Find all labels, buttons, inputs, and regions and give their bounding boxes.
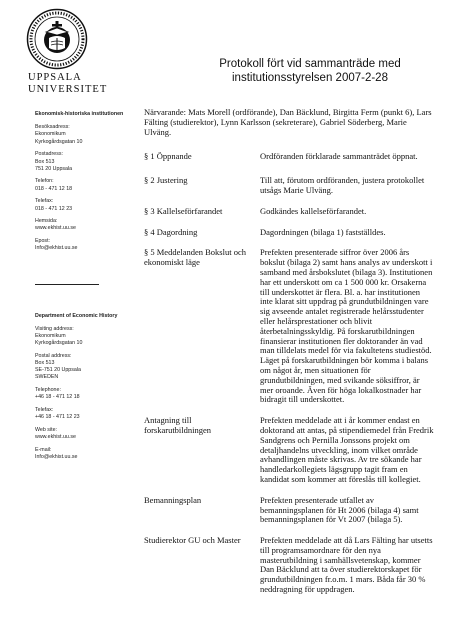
post-line: SE-751 20 Uppsala bbox=[35, 367, 81, 374]
post-address-en bbox=[35, 353, 135, 382]
agenda-item-text: Prefekten meddelade att då Lars Fälting har utsetts till programsamordnare för den nya masterutbildning i samhällsvetenskap, kommer Dan Bäcklund att ta över studierektorskapet för grundutbildningen fr.o.m. 1 mars. Båda får 30 % neddragning för uppdragen. bbox=[260, 535, 433, 595]
agenda-item-label: § 1 Öppnande bbox=[144, 151, 192, 162]
fax-sv bbox=[35, 198, 135, 212]
agenda-item-label: § 5 Meddelanden Bokslut och ekonomiskt läge bbox=[144, 247, 246, 268]
visit-address-sv bbox=[35, 124, 135, 146]
agenda-item-label: Antagning till forskarutbildningen bbox=[144, 415, 212, 435]
dept-name-en: Department of Economic History bbox=[35, 312, 118, 319]
agenda-item-text: Dagordningen (bilaga 1) fastställdes. bbox=[260, 226, 386, 237]
agenda-item-text: Ordföranden förklarade sammanträdet öppnat. bbox=[260, 151, 418, 162]
email-link[interactable]: Info@ekhist.uu.se bbox=[35, 245, 78, 252]
university-name bbox=[28, 72, 108, 96]
phone-en bbox=[35, 387, 135, 401]
visit-line: Kyrkogårdsgatan 10 bbox=[35, 340, 83, 347]
visit-address-en bbox=[35, 326, 135, 348]
agenda-item-text: Prefekten presenterade siffror över 2006 års bokslut (bilaga 2) samt hans analys av underskott i samband med årsbokslutet (bilaga 3). Institutionen har ett underskott om ca 1 500 000 kr. Orsakerna till underskottet är flera. Bl. a. har institutionen inte klarat sitt uppdrag på grundutbildningen vare sig avseende antalet registrerade helårsstudenter eller helårsprestationer och blivit återbetalningsskyldig. På forskarutbildningen finansierar institutionen fler doktorander än vad man tilldelats medel för via fakultetens studiestöd. Läget på forskarutbildningen bör komma i balans om något år, men situationen för grundutbildningen, med svikande söksiffror, är mer oroande. Även för höga lokalkostnader har bidragit till underskottet. bbox=[260, 247, 433, 405]
agenda-item-label: § 2 Justering bbox=[144, 175, 188, 186]
title-line2: institutionsstyrelsen 2007-2-28 bbox=[232, 72, 388, 84]
phone-number: 018 - 471 12 18 bbox=[35, 185, 73, 192]
agenda-item-label: § 3 Kallelseförfarandet bbox=[144, 205, 223, 216]
email-sv bbox=[35, 238, 135, 252]
fax-number: +46 18 - 471 12 23 bbox=[35, 414, 80, 421]
phone-number: +46 18 - 471 12 18 bbox=[35, 394, 80, 401]
email-label: Epost: bbox=[35, 238, 51, 245]
email-link[interactable]: Info@ekhist.uu.se bbox=[35, 454, 78, 461]
web-link[interactable]: www.ekhist.uu.se bbox=[35, 225, 76, 232]
fax-number: 018 - 471 12 23 bbox=[35, 205, 73, 212]
agenda-item bbox=[144, 248, 434, 405]
agenda-item-label: Bemanningsplan bbox=[144, 494, 202, 505]
agenda-item bbox=[144, 496, 434, 525]
email-label: E-mail: bbox=[35, 446, 52, 453]
fax-label: Telefax: bbox=[35, 198, 54, 205]
post-label: Postadress: bbox=[35, 151, 63, 158]
web-sv bbox=[35, 218, 135, 232]
fax-en bbox=[35, 407, 135, 421]
web-label: Web site: bbox=[35, 426, 57, 433]
post-address-sv bbox=[35, 151, 135, 173]
attendees-paragraph: Närvarande: Mats Morell (ordförande), Dan Bäcklund, Birgitta Ferm (punkt 6), Lars Fälting (studierektor), Lynn Karlsson (sekreterare), Gabriel Söderberg, Marie Ulväng. bbox=[144, 107, 432, 137]
agenda-item-text: Prefekten presenterade utfallet av bemanningsplanen för Ht 2006 (bilaga 4) samt bemanningsplanen för Vt 2007 (bilaga 5). bbox=[260, 494, 419, 525]
page-title bbox=[190, 57, 430, 85]
agenda-item bbox=[144, 416, 434, 485]
visit-label: Visiting address: bbox=[35, 325, 74, 332]
phone-sv bbox=[35, 178, 135, 192]
agenda-item-label: § 4 Dagordning bbox=[144, 226, 198, 237]
visit-line: Kyrkogårdsgatan 10 bbox=[35, 138, 83, 145]
web-en bbox=[35, 427, 135, 441]
agenda-item bbox=[144, 207, 434, 217]
visit-line: Ekonomikum bbox=[35, 332, 66, 339]
post-line: Box 513 bbox=[35, 158, 55, 165]
post-label: Postal address: bbox=[35, 352, 72, 359]
post-line: SWEDEN bbox=[35, 374, 59, 381]
phone-label: Telephone: bbox=[35, 387, 61, 394]
web-link[interactable]: www.ekhist.uu.se bbox=[35, 434, 76, 441]
agenda-item bbox=[144, 228, 434, 238]
agenda-item bbox=[144, 152, 434, 162]
sidebar-divider bbox=[35, 284, 99, 285]
uppsala-university-seal bbox=[26, 8, 88, 70]
university-name-line1: UPPSALA bbox=[28, 72, 82, 83]
visit-line: Ekonomikum bbox=[35, 131, 66, 138]
phone-label: Telefon: bbox=[35, 178, 54, 185]
agenda-item-text: Till att, förutom ordföranden, justera protokollet utsågs Marie Ulväng. bbox=[260, 175, 425, 195]
email-en bbox=[35, 447, 135, 461]
agenda-item bbox=[144, 176, 434, 196]
agenda-item bbox=[144, 536, 434, 595]
minutes-body bbox=[144, 108, 434, 606]
title-line1: Protokoll fört vid sammanträde med bbox=[219, 58, 401, 70]
dept-name-sv: Ekonomisk-historiska institutionen bbox=[35, 111, 124, 117]
university-name-line2: UNIVERSITET bbox=[28, 84, 108, 95]
post-line: Box 513 bbox=[35, 360, 55, 367]
agenda-item-text: Godkändes kallelseförfarandet. bbox=[260, 205, 367, 216]
agenda-item-text: Prefekten meddelade att i år kommer endast en doktorand att antas, på stipendiemedel från Fredrik Sandgrens och Pernilla Jonssons projekt om detaljhandelns utveckling, inom vilket område avhandlingen måste skrivas. Av tre sökande har handledarkollegiets lägsgrupp tagit fram en kandidat som kommer att föreslås till kollegiet. bbox=[260, 415, 434, 484]
agenda-item-label: Studierektor GU och Master bbox=[144, 535, 241, 546]
visit-label: Besöksadress: bbox=[35, 124, 70, 131]
fax-label: Telefax: bbox=[35, 407, 54, 414]
web-label: Hemsida: bbox=[35, 218, 58, 225]
post-line: 751 20 Uppsala bbox=[35, 165, 73, 172]
contact-sidebar bbox=[35, 111, 135, 467]
